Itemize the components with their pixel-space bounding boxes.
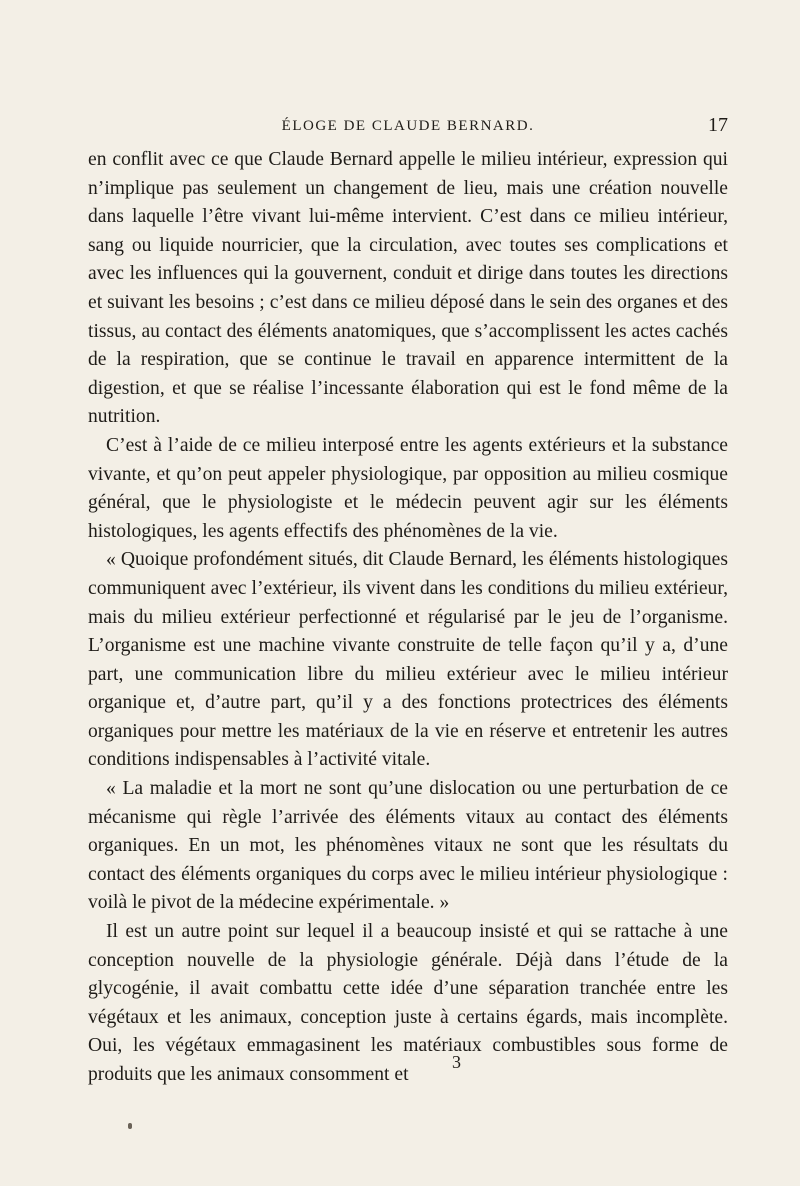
signature-mark: 3 <box>452 1052 461 1072</box>
header-title: ÉLOGE DE CLAUDE BERNARD. <box>281 118 535 134</box>
paragraph: « Quoique profondément situés, dit Claude Bernard, les éléments histologiques communiquent avec l’extérieur, ils vivent dans les conditions du milieu extérieur, mais du milieu extérieur perfectionné et régularisé par le jeu de l’organisme. L’organisme est une machine vivante construite de telle façon qu’il y a, d’une part, une communication libre du milieu extérieur avec le milieu intérieur organique et, d’autre part, qu’il y a des fonctions protectrices des éléments organiques pour mettre les matériaux de la vie en réserve et entretenir les autres conditions indispensables à l’activité vitale. <box>88 549 728 771</box>
paragraph: Il est un autre point sur lequel il a beaucoup insisté et qui se rattache à une conception nouvelle de la physiologie générale. Déjà dans l’étude de la glycogénie, il avait combattu cette idée d’une séparation tranchée entre les végétaux et les animaux, conception juste à certains égards, mais incomplète. Oui, les végétaux emmagasinent les matériaux combustibles sous forme de produits que les animaux consomment et <box>88 921 728 1085</box>
body-text <box>88 146 728 1090</box>
running-head <box>88 114 728 142</box>
paragraph: en conflit avec ce que Claude Bernard appelle le milieu intérieur, expression qui n’implique pas seulement un changement de lieu, mais une création nouvelle dans laquelle l’être vivant lui-même intervient. C’est dans ce milieu intérieur, sang ou liquide nourricier, que la circulation, avec toutes ses complications et avec les influences qui la gouvernent, conduit et dirige dans toutes les directions et suivant les besoins ; c’est dans ce milieu déposé dans le sein des organes et des tissus, au contact des éléments anatomiques, que s’accomplissent les actes cachés de la respiration, que se continue le travail en apparence intermittent de la digestion, et que se réalise l’incessante élaboration qui est le fond même de la nutrition. <box>88 149 728 428</box>
paragraph: C’est à l’aide de ce milieu interposé entre les agents extérieurs et la substance vivante, et qu’on peut appeler physiologique, par opposition au milieu cosmique général, que le physiologiste et le médecin peuvent agir sur les éléments histologiques, les agents effectifs des phénomènes de la vie. <box>88 434 728 542</box>
page-number: 17 <box>708 114 728 136</box>
paper-speck <box>128 1123 132 1129</box>
paragraph: « La maladie et la mort ne sont qu’une dislocation ou une perturbation de ce mécanisme qui règle l’arrivée des éléments vitaux au contact des éléments organiques. En un mot, les phénomènes vitaux ne sont que les résultats du contact des éléments organiques du corps avec le milieu intérieur physiologique : voilà le pivot de la médecine expérimentale. » <box>88 778 728 914</box>
